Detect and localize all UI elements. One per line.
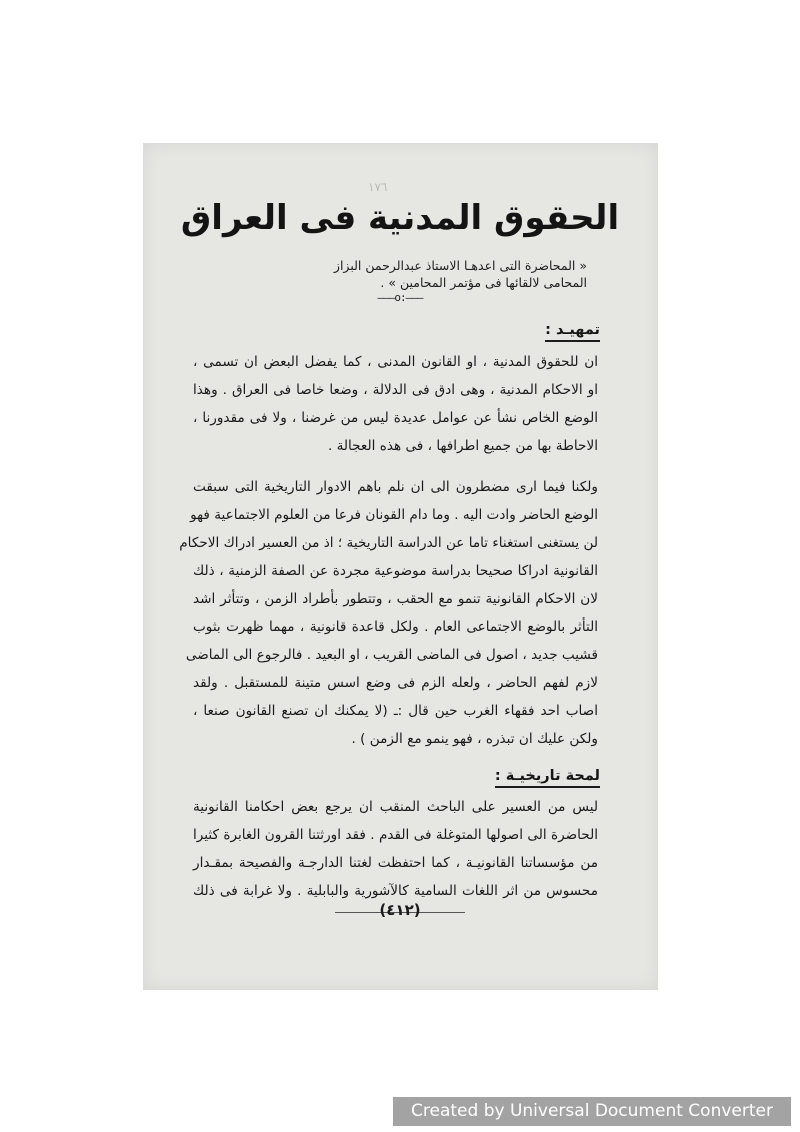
text-line: التأثر بالوضع الاجتماعى العام . ولكل قاعدة قانونية ، مهما ظهرت بثوب <box>193 619 598 635</box>
ornament-divider: ———o:——— <box>377 291 423 304</box>
text-line: الاحاطة بها من جميع اطرافها ، فى هذه العجالة . <box>327 438 598 454</box>
text-line: الحاضرة الى اصولها المتوغلة فى القدم . فقد اورثتنا القرون الغابرة كثيرا <box>193 827 598 843</box>
text-line: القانونية ادراكا صحيحا بدراسة موضوعية مجردة عن الصفة الزمنية ، ذلك <box>193 563 598 579</box>
page-number-bottom: (٤١٢) <box>379 901 421 919</box>
watermark-banner: Created by Universal Document Converter <box>393 1097 791 1126</box>
section-heading-intro: تمهيـد : <box>545 322 600 342</box>
page-title: الحقوق المدنية فى العراق <box>180 198 620 238</box>
text-line: محسوس من اثر اللغات السامية كالآشورية والبابلية . ولا غرابة فى ذلك <box>193 883 598 899</box>
page-number-top: ١٧٦ <box>368 180 388 194</box>
text-line: اصاب احد فقهاء الغرب حين قال :ـ (لا يمكنك ان تصنع القانون صنعا ، <box>193 703 598 719</box>
text-line: او الاحكام المدنية ، وهى ادق فى الدلالة ، وضعا خاصا فى العراق . وهذا <box>193 382 598 398</box>
subtitle-line-2: المحامى لالقائها فى مؤتمر المحامين » . <box>380 275 587 290</box>
text-line: من مؤسساتنا القانونيـة ، كما احتفظت لغتنا الدارجـة والفصيحة بمقـدار <box>193 855 598 871</box>
text-line: الوضع الخاص نشأ عن عوامل عديدة ليس من غرضنا ، ولا فى مقدورنا ، <box>193 410 598 426</box>
text-line: ليس من العسير على الباحث المنقب ان يرجع بعض احكامنا القانونية <box>193 799 598 815</box>
section-heading-history: لمحة تاريخيـة : <box>495 768 600 788</box>
text-line: لان الاحكام القانونية تنمو مع الحقب ، وتتطور بأطراد الزمن ، وتتأثر اشد <box>193 591 598 607</box>
text-line: ولكن عليك ان تبذره ، فهو ينمو مع الزمن ) . <box>351 731 598 747</box>
text-line: لن يستغنى استغناء تاما عن الدراسة التاريخية ؛ اذ من العسير ادراك الاحكام <box>179 535 598 551</box>
subtitle-line-1: « المحاضرة التى اعدهـا الاستاذ عبدالرحمن البزاز <box>333 258 587 273</box>
text-line: الوضع الحاضر وادت اليه . وما دام القونان فرعا من العلوم الاجتماعية فهو <box>190 507 598 523</box>
text-line: ولكنا فيما ارى مضطرون الى ان نلم باهم الادوار التاريخية التى سبقت <box>193 479 598 495</box>
text-line: لازم لفهم الحاضر ، ولعله الزم فى وضع اسس متينة للمستقبل . ولقد <box>193 675 598 691</box>
text-line: قشيب جديد ، اصول فى الماضى القريب ، او البعيد . فالرجوع الى الماضى <box>185 647 598 663</box>
text-line: ان للحقوق المدنية ، او القانون المدنى ، كما يفضل البعض ان تسمى ، <box>193 354 598 370</box>
